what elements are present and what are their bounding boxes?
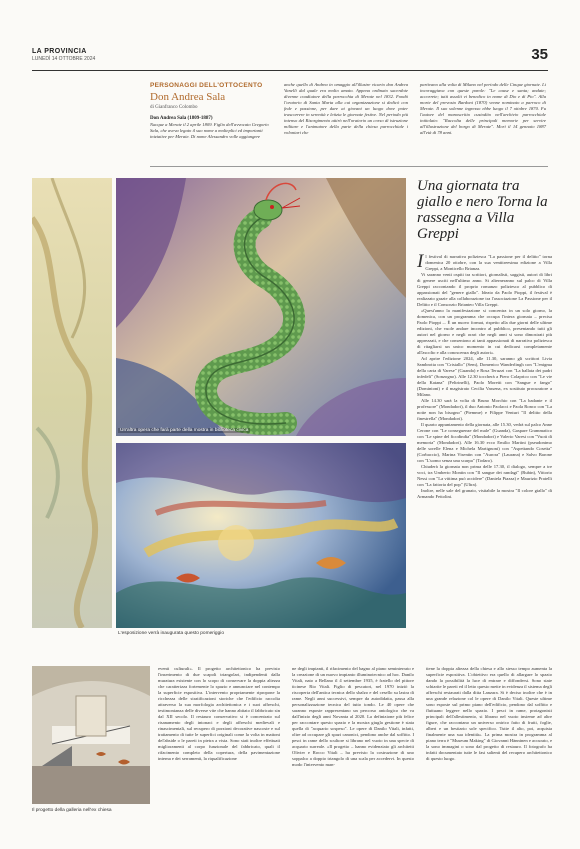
dropcap: I bbox=[417, 251, 424, 272]
page-number: 35 bbox=[531, 46, 548, 63]
page-header bbox=[32, 48, 548, 70]
bottom-column-3: tiene la doppia altezza della chiesa e allo stesso tempo aumenta la superficie espositiva. L'obiettivo era quello di allargare lo spazio dando la possibilità la luce di entrare e diffondersi. Sono state schiarite le pareti ed il letto questo mette in evidenza il sistema degli affreschi restaurati dalla ditta Lanzara. Si è deciso inoltre che è in una grande relazione col le opere di Danilo Vitali. Queste ultime sono esposte sul primo piano dell'edificio, pendono dal soffitto e fluttuano leggere nello spazio. I pesci in rame, protagonisti principali dell'allestimento, si librano nel vuoto insieme ad altre figure, che raccontano un universo onirico fatto di frutti, foglie, alberi e un bestiario sole specifico. Tutte il alto, poi, acquista finalmente una sua identità». La prima mostra in programma al piano terra è "Museum Making" di Giovanni Hänninen e accurato, e la sono immagini o sono dal progetto di restauro. Il fotografo ha infatti documentato tutte le fasi salienti del recupero architettonico di questo luogo. bbox=[426, 666, 552, 761]
artwork-left-strip bbox=[32, 178, 112, 628]
header-rule bbox=[32, 70, 548, 71]
article-paragraph-3: «Quest'anno la manifestazione si concentra in un solo giorno, la domenica, con un programma che occupa l'intera giornata – precisa Paolo Pioppi –. È un nuovo format, rispetto alla due giorni delle ultime edizioni, che vuole andare incontro al pubblico, presentando tutti gli autori nel giorno e negli orari che negli anni si sono dimostrati più apprezzati, e che consentono ai tanti appassionati di narrativa poliziesca di ritagliarsi un unico momento in cui dedicarsi completamente all'ascolto e alla conoscenza degli autori». bbox=[417, 308, 552, 355]
article-paragraph-5: Alle 14.30 sarà la volta di Bruno Morchio con "La badante e il professore" (Mondadori), il duo Antonio Paolacci e Paola Ronco con "La notte non ha bisogno" (Piemme) e Filippe Venturi "Il delitto della finestrella" (Mondadori). bbox=[417, 398, 552, 421]
masthead: LA PROVINCIA bbox=[32, 48, 87, 55]
article-headline: Una giornata tra giallo e nero Torna la rassegna a Villa Greppi bbox=[417, 178, 548, 242]
profile-bio-head: Don Andrea Sala (1809-1887) bbox=[150, 116, 213, 121]
dateline: LUNEDÌ 14 OTTOBRE 2024 bbox=[32, 56, 96, 62]
article-paragraph-8: Inoltre, nelle sale del granaio, visitabile la mostra "Il colore giallo" di Armando Fettolini. bbox=[417, 488, 552, 499]
article-paragraph-4: Ad aprire l'edizione 2024, alle 11.30, saranno gli scrittori Livia Sambrotta con "Cristallo" (Sem), Domenico Wanderlingh con "L'enigma della carta di Varese" (Guanda) e Rosa Teruzzi con "La ballata dei padri infedeli" (Sonzogno). Alle 12.30 toccherà a Piero Colaprico con "Le vie della Katana" (Feltrinelli), Paolo Moretti con "Sangue e fango" (Dominioni) e il magistrato Cecilia Vassena, ex sostituto procuratore a Milano. bbox=[417, 356, 552, 397]
article-paragraph-6: Il quarto appuntamento della giornata, alle 15.30, vedrà sul palco Anne Cerone con "Le conseguenze del male" (Guanda), Gaspare Grammatico con "Le spine del ficodindia" (Mondadori) e Valerio Varesi con "Vuoti di memoria" (Mondadori). Alle 16.30 ecco Emilio Martini (pseudonimo delle sorelle Elena e Michela Martignoni) con "Aspettando Cosetta" (Corbaccio), Marina Visentin con "Aurora" (Laurana) e Salvo Barone con "L'uomo senza una scarpa" (Todaro). bbox=[417, 422, 552, 463]
profile-kicker: PERSONAGGI DELL'OTTOCENTO bbox=[150, 82, 263, 89]
article-paragraph-1: l festival di narrativa poliziesca "La passione per il delitto" torna domenica 20 ottobre, con la sua ventitreesima edizione a Villa Greppi, a Monticello Brianza. bbox=[425, 254, 552, 271]
artwork-serpent-image bbox=[116, 178, 406, 436]
profile-name: Don Andrea Sala bbox=[150, 91, 226, 103]
caption-image-3: Il progetto della galleria nell'ex chiesa bbox=[32, 808, 112, 813]
profile-column-2: anche quello di Andrea in omaggio all'illustre vicario don Andrea Vanelli dal quale era molto amato. Appena ordinato sacerdote divenne coadiutore della parrocchia di Merate nel 1832. Fondò l'oratorio di Santa Marta alla cui organizzazione si dedicò con fede e passione, per dare ai giovani un luogo dove poter trascorrere in serenità e letizia le giornate festive. Nel periodo più intenso del Risorgimento attirò nell'oratorio un corso di istruzione militare e l'animatore della parte della chiesa parrocchiale i volontari che bbox=[284, 82, 408, 135]
gallery-photo bbox=[32, 666, 150, 804]
article-paragraph-2: Vi saranno venti ospiti tra scrittori, giornalisti, saggisti, autori di libri di genere usciti nell'ultimo anno. Si alterneranno sul palco di Villa Greppi raccontando il proprio romanzo poliziesco al pubblico di appassionati del "genere giallo". Ideato da Paolo Pioppi, il festival è realizzato grazie alla collaborazione tra l'associazione La Passione per il Delitto e il Consorzio Brianteo Villa Greppi. bbox=[417, 272, 552, 307]
profile-byline: di Gianfranco Colombo bbox=[150, 105, 198, 110]
bottom-column-2: ne degli impianti, il rifacimento del bagno al piano seminterrato e la creazione di un nuovo impianto illuminotecnico ad hoc. Danilo Vitali, nato a Bellano il 4 settembre 1935, è fratello del pittore ticinese Rio Vitali. Figlio di pescatori, nel 1970 iniziò la riscoperta dell'antica tecnica dello sbalzo e del cesello su lastra di rame. Negli anni successivi, sempre da autodidatta, passa alla personalizzazione tecnica del tutto tondo. Le 40 opere che saranno esposte rappresentano un percorso antologico che va dall'inizio degli anni Novanta al 2020. La definizione più felice per raccontare questo spazio e la mostra giugla gestione è stata quella di "acquario sospeso". Le opere di Danilo Vitali, infatti, oltre ad occupare gli spazi canonici, pendono anche dal soffitto. I pesci in rame dello scultore si librano nel vuoto in una specie di acquario surreale. «Il progetto – hanno evidenziato gli architetti Olivier e Rocco Vitali – ha previsto la costruzione di uno soppalco a doppio triangolo di una scala per accedervi. In questo modo l'intervento man- bbox=[292, 666, 414, 767]
profile-column-1 bbox=[150, 82, 270, 140]
profile-bio: Nacque a Merate il 2 aprile 1809. Figlio dell'avvocato Gregorio Sala, che aveva legato il suo nome a molteplici ed importanti iniziative per Merate. Di nome Alessandro volle aggiungere bbox=[150, 122, 269, 139]
profile-column-3: partivano alla volta di Milano nel periodo delle Cinque giornate. Li incoraggiava con queste parole: "Le cause e santa; andate; accorrete; tutti assolti vi benedico in nome di Dio e di Pio". Alla morte del prevosto Bardoni (1870) venne nominato a parroco di Merate. Il suo solenne ingresso ebbe luogo il 7 ottobre 1870. Fu l'autore del manoscritto custodito nell'archivio parrocchiale intitolato: "Raccolta delle principali memorie per servire all'illustrazione del borgo di Merate". Morì il 14 gennaio 1887 all'età di 78 anni. bbox=[420, 82, 546, 135]
bottom-column-1: eventi culturali». Il progetto architettonico ha previsto l'inserimento di due scapoli triangolari, indipendenti dalla muratura esistente con lo scopo di conservare la doppia altezza che caratterizza fortemente lo spazio e annunciare nel contempo la superficie espositiva. L'intervento propriamente ripropone la ricchezza delle stratificazioni storiche che l'edificio raccolta attraverso la sua morfologia architettonica e i suoi affreschi, testimonianza delle diverse vite che hanno abitato il fabbricato sin dal XII secolo. Il restauro conservativo si è concentrato sul risanamento degli intonaci e degli affreschi medievali e rinascimentali, sul recupero di porzioni decorative nascoste e sul trattamento di tutte le superfici originali come la volta in mattoni del'abside o le pareti in pietra a vista. Sono stati inoltre effettuati miglioramenti al corpo funzionale del fabbricato, quali il rifacimento completo della copertura, della pavimentazione interna e dei serramenti, la riqualificazione bbox=[158, 666, 280, 761]
artwork-scene-image bbox=[116, 443, 406, 628]
article-body bbox=[417, 251, 552, 500]
section-rule bbox=[150, 166, 548, 167]
article-paragraph-7: Chiuderà la giornata non prima delle 17.30, il dialogo, sempre a tre voci, tra Umberto Montin con "Il sangue dei randagi" (Rubin), Vittorio Nessi con "La vittima può accidere" (Daniela Piazza) e Maurizio Pratelli con "La fattoria del pop" (Ultra). bbox=[417, 464, 552, 487]
caption-image-2: L'esposizione verrà inaugurata questo pomeriggio bbox=[118, 631, 224, 636]
caption-image-1: Un'altra opera che farà parte della mostra in biblioteca civica bbox=[120, 428, 249, 433]
